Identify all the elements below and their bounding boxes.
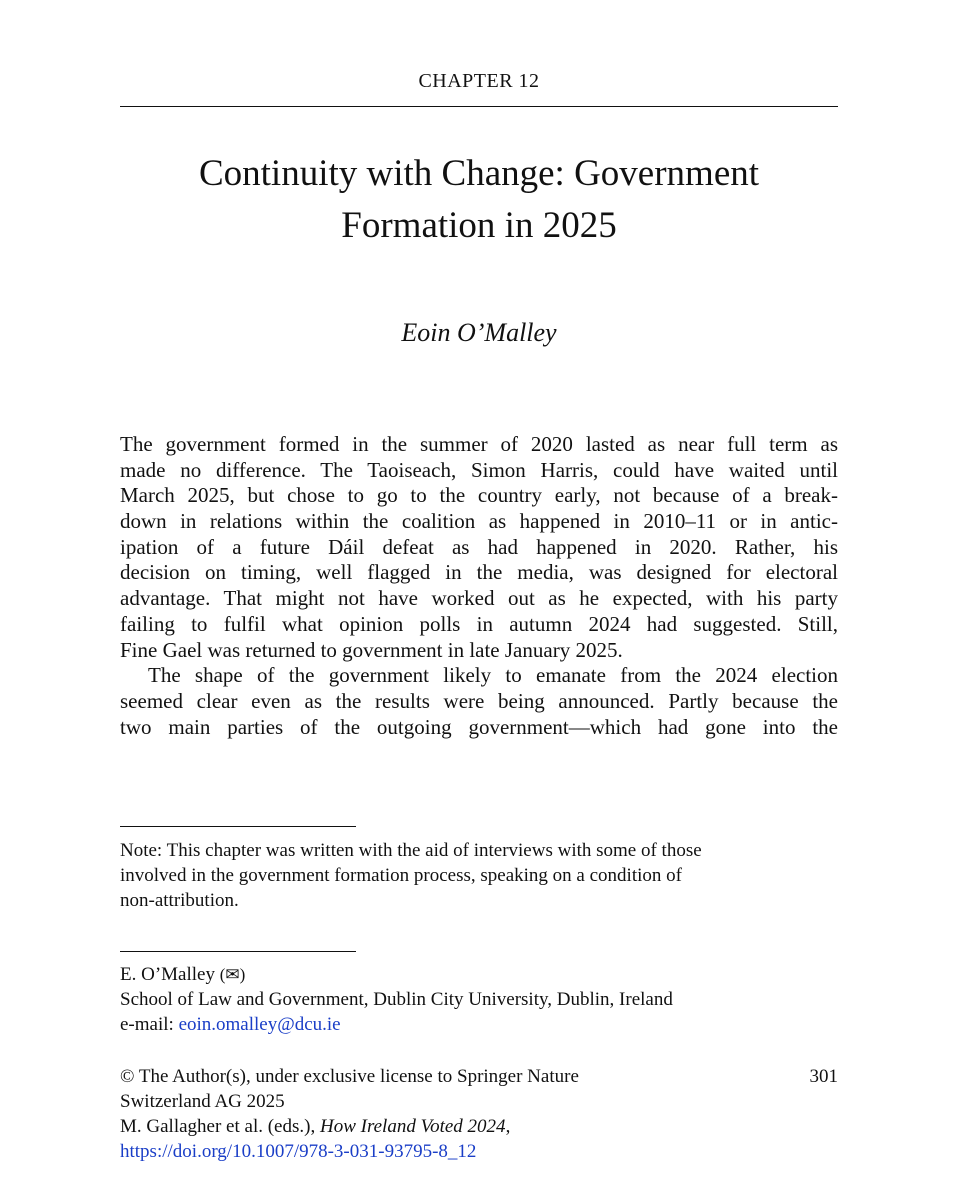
chapter-title-line-2: Formation in 2025 — [341, 205, 617, 246]
footnote-note — [120, 838, 838, 913]
copyright-line: © The Author(s), under exclusive license to Springer Nature — [120, 1066, 579, 1087]
affiliation-institution: School of Law and Government, Dublin City University, Dublin, Ireland — [120, 989, 673, 1010]
body-line: made no difference. The Taoiseach, Simon Harris, could have waited until — [120, 457, 838, 482]
copyright-line: Switzerland AG 2025 — [120, 1091, 285, 1112]
copyright-block — [120, 1064, 838, 1164]
email-link[interactable]: eoin.omalley@dcu.ie — [178, 1014, 341, 1035]
affiliation-email-line — [120, 1012, 838, 1037]
citation-suffix: , — [505, 1116, 511, 1137]
footnote-divider — [120, 826, 356, 827]
body-line: Fine Gael was returned to government in late January 2025. — [120, 637, 623, 662]
affiliation-divider — [120, 951, 356, 952]
chapter-divider — [120, 106, 838, 107]
body-line: two main parties of the outgoing government—which had gone into the — [120, 714, 838, 739]
body-line: advantage. That might not have worked out as he expected, with his party — [120, 586, 838, 611]
doi-link[interactable]: https://doi.org/10.1007/978-3-031-93795-8_12 — [120, 1141, 477, 1162]
envelope-icon[interactable]: (✉) — [219, 965, 246, 984]
note-line: involved in the government formation process, speaking on a condition of — [120, 865, 682, 886]
author-affiliation — [120, 962, 838, 1037]
citation-line — [120, 1114, 838, 1139]
book-title: How Ireland Voted 2024 — [319, 1116, 506, 1137]
body-line: down in relations within the coalition as happened in 2010–11 or in antic- — [120, 509, 838, 534]
body-line: March 2025, but chose to go to the country early, not because of a break- — [120, 483, 838, 508]
body-line: The shape of the government likely to emanate from the 2024 election — [148, 663, 838, 688]
chapter-title — [120, 148, 838, 252]
body-line: ipation of a future Dáil defeat as had happened in 2020. Rather, his — [120, 534, 838, 559]
body-line: seemed clear even as the results were being announced. Partly because the — [120, 688, 838, 713]
note-line: Note: This chapter was written with the aid of interviews with some of those — [120, 840, 702, 861]
body-line: failing to fulfil what opinion polls in autumn 2024 had suggested. Still, — [120, 611, 838, 636]
citation-prefix: M. Gallagher et al. (eds.), — [120, 1116, 320, 1137]
chapter-label: CHAPTER 12 — [418, 70, 540, 92]
body-line: The government formed in the summer of 2020 lasted as near full term as — [120, 432, 838, 456]
email-label: e-mail: — [120, 1014, 179, 1035]
chapter-title-line-1: Continuity with Change: Government — [198, 153, 760, 194]
note-line: non-attribution. — [120, 890, 239, 911]
author-name: Eoin O’Malley — [401, 318, 557, 347]
affiliation-name: E. O’Malley — [120, 964, 215, 985]
body-text — [120, 432, 838, 740]
affiliation-name-line — [120, 962, 838, 987]
body-line: decision on timing, well flagged in the media, was designed for electoral — [120, 560, 838, 585]
page-number: 301 — [809, 1066, 838, 1087]
